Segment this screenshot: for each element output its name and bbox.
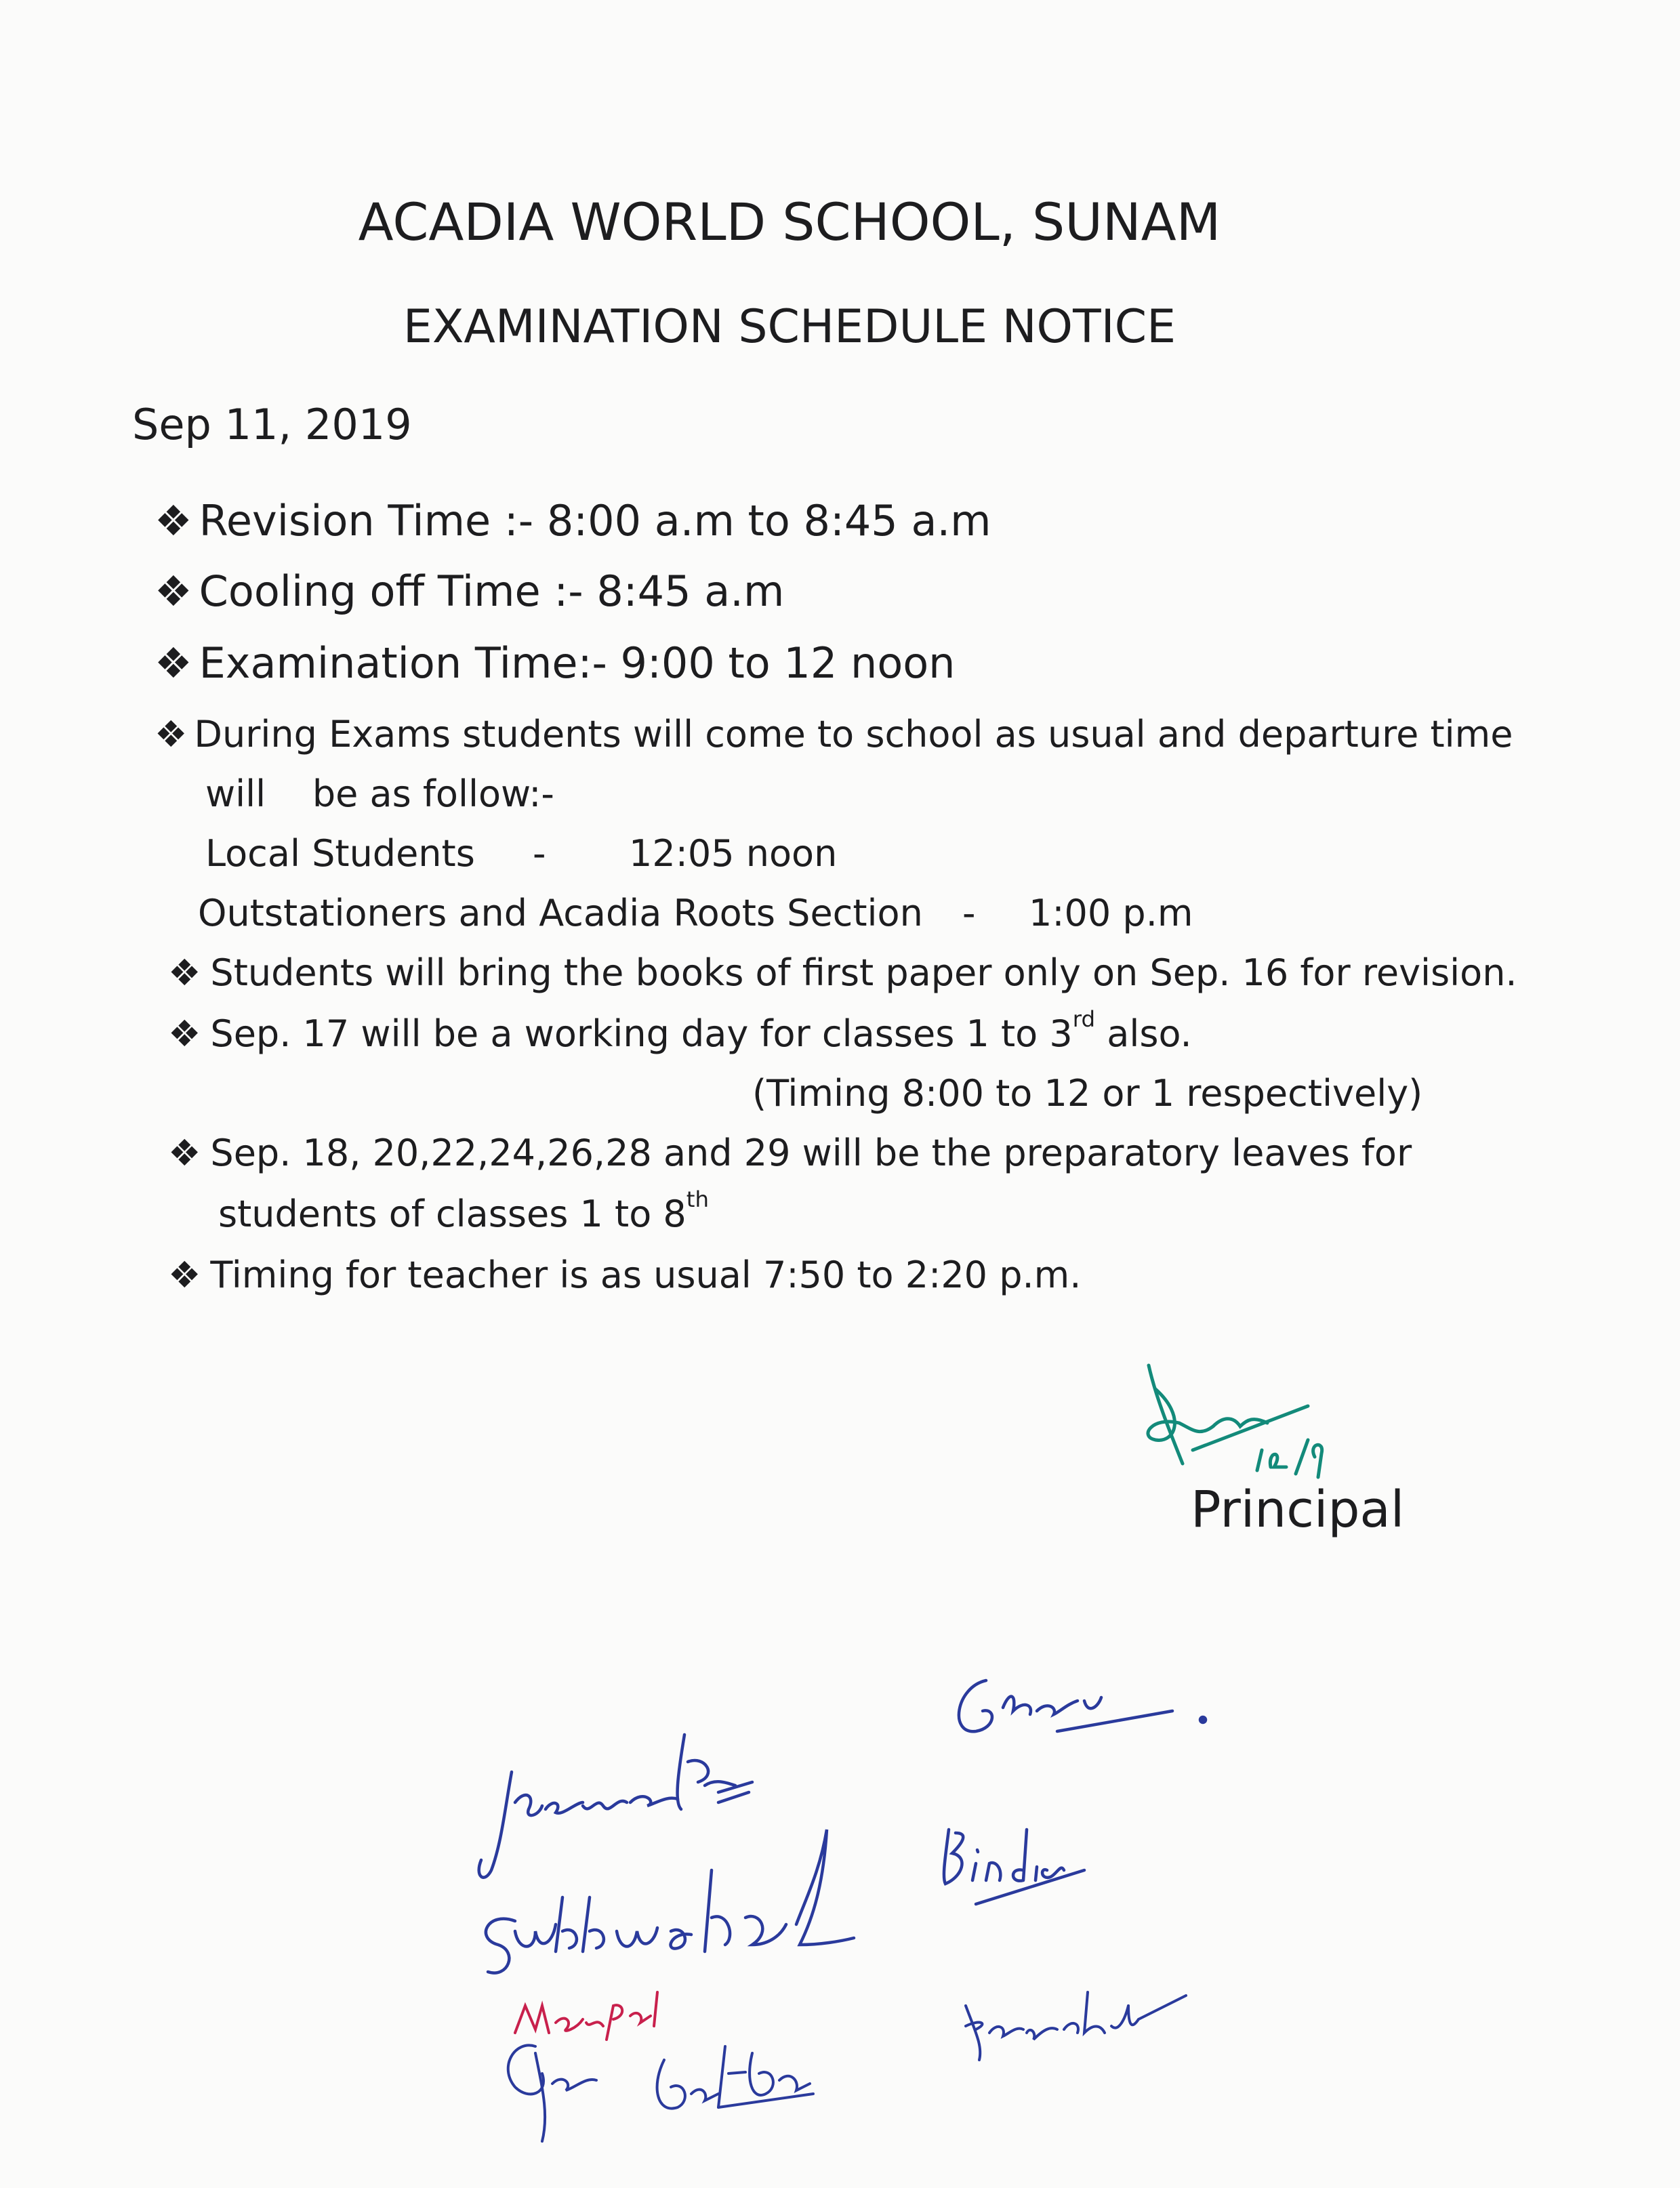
bullet-glyph-icon: ❖	[155, 496, 190, 545]
staff-signature-bindia	[944, 1830, 1084, 1904]
staff-signature-kaur-right	[959, 1680, 1206, 1731]
principal-label: Principal	[1191, 1481, 1405, 1539]
staff-signature-harsh	[966, 1992, 1186, 2060]
item-leaves-text-line1: Sep. 18, 20,22,24,26,28 and 29 will be the preparatory leaves for	[210, 1132, 1412, 1174]
bullet-glyph-icon: ❖	[168, 1012, 199, 1055]
item-during-text-line1: During Exams students will come to school as usual and departure time	[194, 713, 1513, 756]
item-working	[168, 1006, 1192, 1055]
bullet-glyph-icon: ❖	[155, 638, 190, 688]
item-teacher	[168, 1254, 1081, 1296]
item-leaves-line2-text: students of classes 1 to 8	[218, 1193, 687, 1235]
item-leaves	[168, 1132, 1412, 1174]
item-revision	[155, 496, 991, 545]
item-during-line2: will be as follow:-	[205, 772, 554, 815]
item-working-post: also.	[1095, 1012, 1192, 1055]
bullet-glyph-icon: ❖	[155, 566, 190, 616]
item-revision-text: Revision Time :- 8:00 a.m to 8:45 a.m	[199, 496, 991, 545]
staff-signature-sukhwinder	[486, 1830, 854, 1973]
local-students-label: Local Students	[205, 832, 475, 875]
bullet-glyph-icon: ❖	[155, 713, 185, 756]
school-name: ACADIA WORLD SCHOOL, SUNAM	[358, 192, 1221, 252]
timing-note: (Timing 8:00 to 12 or 1 respectively)	[752, 1072, 1423, 1115]
staff-signature-jaswinder	[479, 1735, 752, 1878]
local-students-time: 12:05 noon	[629, 832, 838, 875]
item-during	[155, 713, 1513, 756]
bullet-glyph-icon: ❖	[168, 1132, 199, 1174]
item-books	[168, 951, 1517, 994]
bullet-glyph-icon: ❖	[168, 1254, 199, 1296]
notice-title: EXAMINATION SCHEDULE NOTICE	[403, 300, 1176, 354]
staff-signature-manpreet	[515, 1992, 657, 2040]
item-leaves-line2	[218, 1186, 710, 1235]
staff-signature-kaur	[508, 2045, 596, 2141]
item-books-text: Students will bring the books of first paper only on Sep. 16 for revision.	[210, 951, 1517, 994]
item-teacher-text: Timing for teacher is as usual 7:50 to 2:20 p.m.	[210, 1254, 1082, 1296]
principal-signature	[1148, 1365, 1322, 1477]
outstation-label: Outstationers and Acadia Roots Section	[198, 892, 923, 934]
item-cooling-text: Cooling off Time :- 8:45 a.m	[199, 566, 785, 616]
item-leaves-sup: th	[686, 1186, 710, 1212]
local-students-dash: -	[533, 832, 546, 875]
outstation-dash: -	[962, 892, 976, 934]
item-working-text: Sep. 17 will be a working day for classes 1 to 3	[210, 1012, 1073, 1055]
outstation-time: 1:00 p.m	[1029, 892, 1193, 934]
item-cooling	[155, 566, 784, 616]
item-examination	[155, 638, 955, 688]
item-working-sup: rd	[1072, 1006, 1096, 1032]
staff-signature-navita	[657, 2046, 813, 2109]
notice-date: Sep 11, 2019	[132, 400, 412, 449]
bullet-glyph-icon: ❖	[168, 951, 199, 994]
item-examination-text: Examination Time:- 9:00 to 12 noon	[199, 638, 956, 688]
